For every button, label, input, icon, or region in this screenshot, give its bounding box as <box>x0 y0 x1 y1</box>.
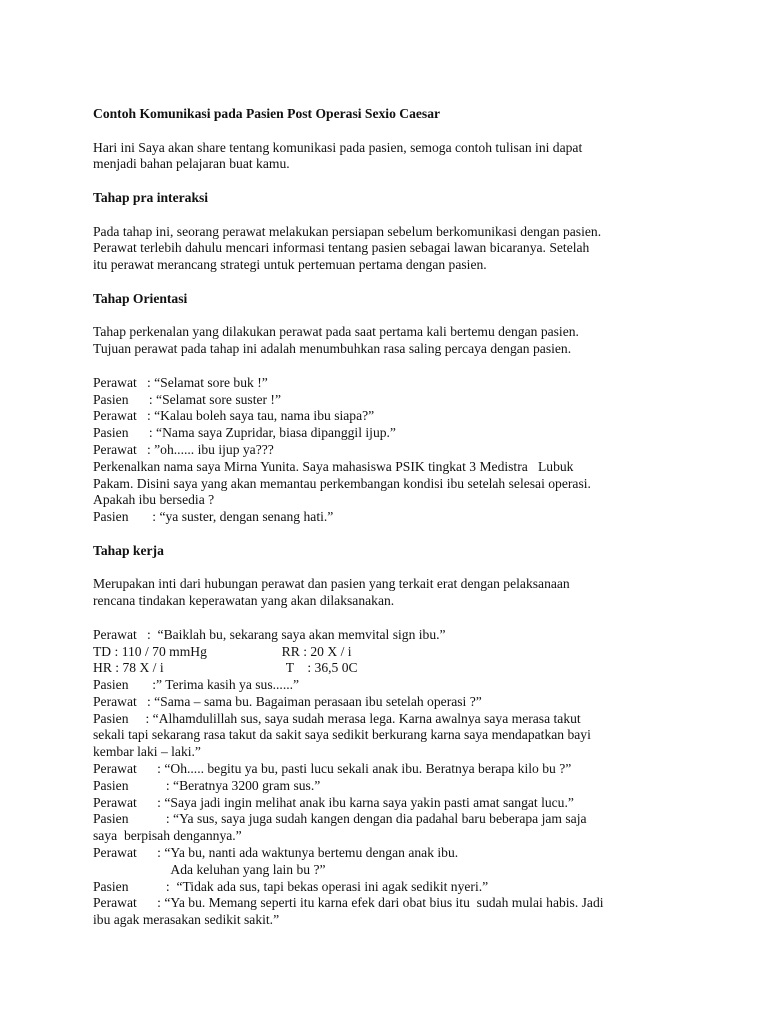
dialog-line: kembar laki – laki.” <box>93 744 201 760</box>
spacer <box>93 308 693 325</box>
spacer <box>93 274 693 291</box>
spacer <box>93 358 693 375</box>
dialog-line: Perawat : “Baiklah bu, sekarang saya akan memvital sign ibu.” <box>93 626 446 642</box>
dialog-line: ibu agak merasakan sedikit sakit.” <box>93 912 280 928</box>
dialog-line: sekali tapi sekarang rasa takut da sakit saya sedikit berkurang karna saya mendapatkan bayi <box>93 727 591 743</box>
paragraph-line: Perawat terlebih dahulu mencari informasi tentang pasien sebagai lawan bicaranya. Setelah <box>93 240 590 256</box>
dialog-line: Perawat : “Selamat sore buk !” <box>93 374 268 390</box>
intro-line: Hari ini Saya akan share tentang komunikasi pada pasien, semoga contoh tulisan ini dapat <box>93 139 583 155</box>
dialog-line: saya berpisah dengannya.” <box>93 828 242 844</box>
dialog-line: Pasien : “Alhamdulillah sus, saya sudah merasa lega. Karna awalnya saya merasa takut <box>93 710 581 726</box>
dialog-line: Perawat : “Kalau boleh saya tau, nama ibu siapa?” <box>93 408 375 424</box>
paragraph-line: Tujuan perawat pada tahap ini adalah menumbuhkan rasa saling percaya dengan pasien. <box>93 341 572 357</box>
dialog-line: Perawat : “Sama – sama bu. Bagaiman perasaan ibu setelah operasi ?” <box>93 693 482 709</box>
dialog-line: Pasien :” Terima kasih ya sus......” <box>93 677 300 693</box>
section-heading-kerja: Tahap kerja <box>93 542 164 558</box>
paragraph-line: rencana tindakan keperawatan yang akan dilaksanakan. <box>93 593 395 609</box>
dialog-line: Perawat : “Ya bu, nanti ada waktunya bertemu dengan anak ibu. <box>93 845 459 861</box>
intro-line: menjadi bahan pelajaran buat kamu. <box>93 156 290 172</box>
paragraph-line: Tahap perkenalan yang dilakukan perawat pada saat pertama kali bertemu dengan pasien. <box>93 324 579 340</box>
section-heading-pra-interaksi: Tahap pra interaksi <box>93 189 209 205</box>
section-heading-orientasi: Tahap Orientasi <box>93 290 188 306</box>
dialog-line: Pasien : “Nama saya Zupridar, biasa dipanggil ijup.” <box>93 425 396 441</box>
spacer <box>93 526 693 543</box>
dialog-line: Perawat : “Saya jadi ingin melihat anak ibu karna saya yakin pasti amat sangat lucu.” <box>93 794 574 810</box>
dialog-line: Ada keluhan yang lain bu ?” <box>93 861 326 877</box>
paragraph-line: itu perawat merancang strategi untuk pertemuan pertama dengan pasien. <box>93 257 487 273</box>
dialog-line: Pasien : “Ya sus, saya juga sudah kangen dengan dia padahal baru beberapa jam saja <box>93 811 587 827</box>
dialog-line: Pasien : “Beratnya 3200 gram sus.” <box>93 777 321 793</box>
dialog-line: Perawat : ”oh...... ibu ijup ya??? <box>93 441 274 457</box>
spacer <box>93 560 693 577</box>
dialog-line: Perawat : “Oh..... begitu ya bu, pasti lucu sekali anak ibu. Beratnya berapa kilo bu ?” <box>93 761 572 777</box>
document-page <box>93 106 693 929</box>
dialog-line: Pakam. Disini saya yang akan memantau perkembangan kondisi ibu setelah selesai operasi. <box>93 475 591 491</box>
spacer <box>93 207 693 224</box>
paragraph-line: Pada tahap ini, seorang perawat melakukan persiapan sebelum berkomunikasi dengan pasien. <box>93 223 602 239</box>
dialog-line: Pasien : “Tidak ada sus, tapi bekas operasi ini agak sedikit nyeri.” <box>93 878 489 894</box>
vital-sign-line: HR : 78 X / i T : 36,5 0C <box>93 660 358 676</box>
dialog-line: Pasien : “Selamat sore suster !” <box>93 391 281 407</box>
vital-sign-line: TD : 110 / 70 mmHg RR : 20 X / i <box>93 643 352 659</box>
document-title: Contoh Komunikasi pada Pasien Post Operasi Sexio Caesar <box>93 106 441 121</box>
spacer <box>93 123 693 140</box>
spacer <box>93 173 693 190</box>
dialog-line: Perawat : “Ya bu. Memang seperti itu karna efek dari obat bius itu sudah mulai habis. Jadi <box>93 895 604 911</box>
paragraph-line: Merupakan inti dari hubungan perawat dan pasien yang terkait erat dengan pelaksanaan <box>93 576 570 592</box>
dialog-line: Apakah ibu bersedia ? <box>93 492 215 508</box>
spacer <box>93 610 693 627</box>
dialog-line: Perkenalkan nama saya Mirna Yunita. Saya mahasiswa PSIK tingkat 3 Medistra Lubuk <box>93 458 574 474</box>
dialog-line: Pasien : “ya suster, dengan senang hati.” <box>93 509 334 525</box>
